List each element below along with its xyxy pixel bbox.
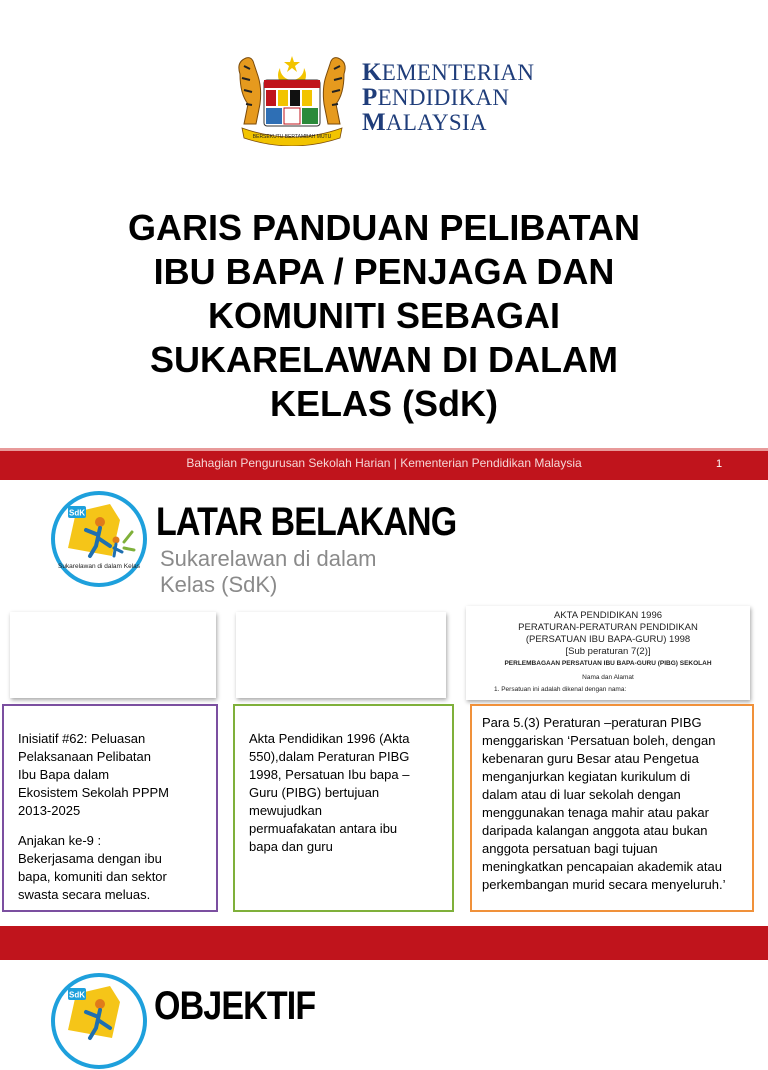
svg-text:BERSEKUTU BERTAMBAH MUTU: BERSEKUTU BERTAMBAH MUTU <box>252 134 332 140</box>
svg-text:SdK: SdK <box>69 990 85 1000</box>
title-line: KELAS (SdK) <box>270 383 498 424</box>
section-heading-objective: OBJEKTIF <box>154 984 316 1028</box>
info-box-initiative: Inisiatif #62: Peluasan Pelaksanaan Pelibatan Ibu Bapa dalam Ekosistem Sekolah PPPM 2013-2025 Anjakan ke-9 : Bekerjasama dengan ibu bapa, komuniti dan sektor swasta secara meluas. <box>2 704 218 912</box>
section-subtitle: Sukarelawan di dalam Kelas (SdK) <box>160 546 377 597</box>
svg-text:SdK: SdK <box>69 508 85 518</box>
document-thumbnail <box>236 612 446 698</box>
info-box-pibg-regulation: Para 5.(3) Peraturan –peraturan PIBG menggariskan ‘Persatuan boleh, dengan kebenaran guru Besar atau Pengetua menganjurkan kegiatan kurikulum di dalam atau di luar sekolah dengan menggunakan tenaga mahir atau pakar daripada kalangan anggota atau bukan anggota persatuan bagi tujuan meningkatkan pencapaian akademik atau perkembangan murid secara menyeluruh.’ <box>470 704 754 912</box>
sdk-volunteer-logo-icon <box>50 490 148 588</box>
page-number: 1 <box>716 458 723 470</box>
title-line: GARIS PANDUAN PELIBATAN <box>128 207 640 248</box>
ministry-name: KEMENTERIAN PENDIDIKAN MALAYSIA <box>362 59 535 136</box>
malaysia-coat-of-arms-icon <box>232 54 352 146</box>
sdk-volunteer-logo-icon <box>50 972 148 1070</box>
title-line: KOMUNITI SEBAGAI <box>207 295 560 336</box>
document-thumbnail <box>10 612 216 698</box>
slide-divider-bar <box>0 926 768 960</box>
svg-text:Sukarelawan di dalam Kelas: Sukarelawan di dalam Kelas <box>57 563 141 570</box>
footer-text: Bahagian Pengurusan Sekolah Harian | Kementerian Pendidikan Malaysia <box>186 456 582 470</box>
act-document-excerpt: AKTA PENDIDIKAN 1996 PERATURAN-PERATURAN PENDIDIKAN (PERSATUAN IBU BAPA-GURU) 1998 [Sub peraturan 7(2)] PERLEMBAGAAN PERSATUAN IBU BAPA-GURU (PIBG) SEKOLAH Nama dan Alamat 1. Persatuan ini adalah dikenal dengan nama: <box>466 606 750 700</box>
page-title <box>0 206 768 426</box>
info-box-education-act: Akta Pendidikan 1996 (Akta 550),dalam Peraturan PIBG 1998, Persatuan Ibu bapa – Guru (PIBG) bertujuan mewujudkan permuafakatan antara ibu bapa dan guru <box>233 704 454 912</box>
title-line: IBU BAPA / PENJAGA DAN <box>153 251 615 292</box>
title-line: SUKARELAWAN DI DALAM <box>150 339 618 380</box>
section-heading: LATAR BELAKANG <box>156 500 457 544</box>
